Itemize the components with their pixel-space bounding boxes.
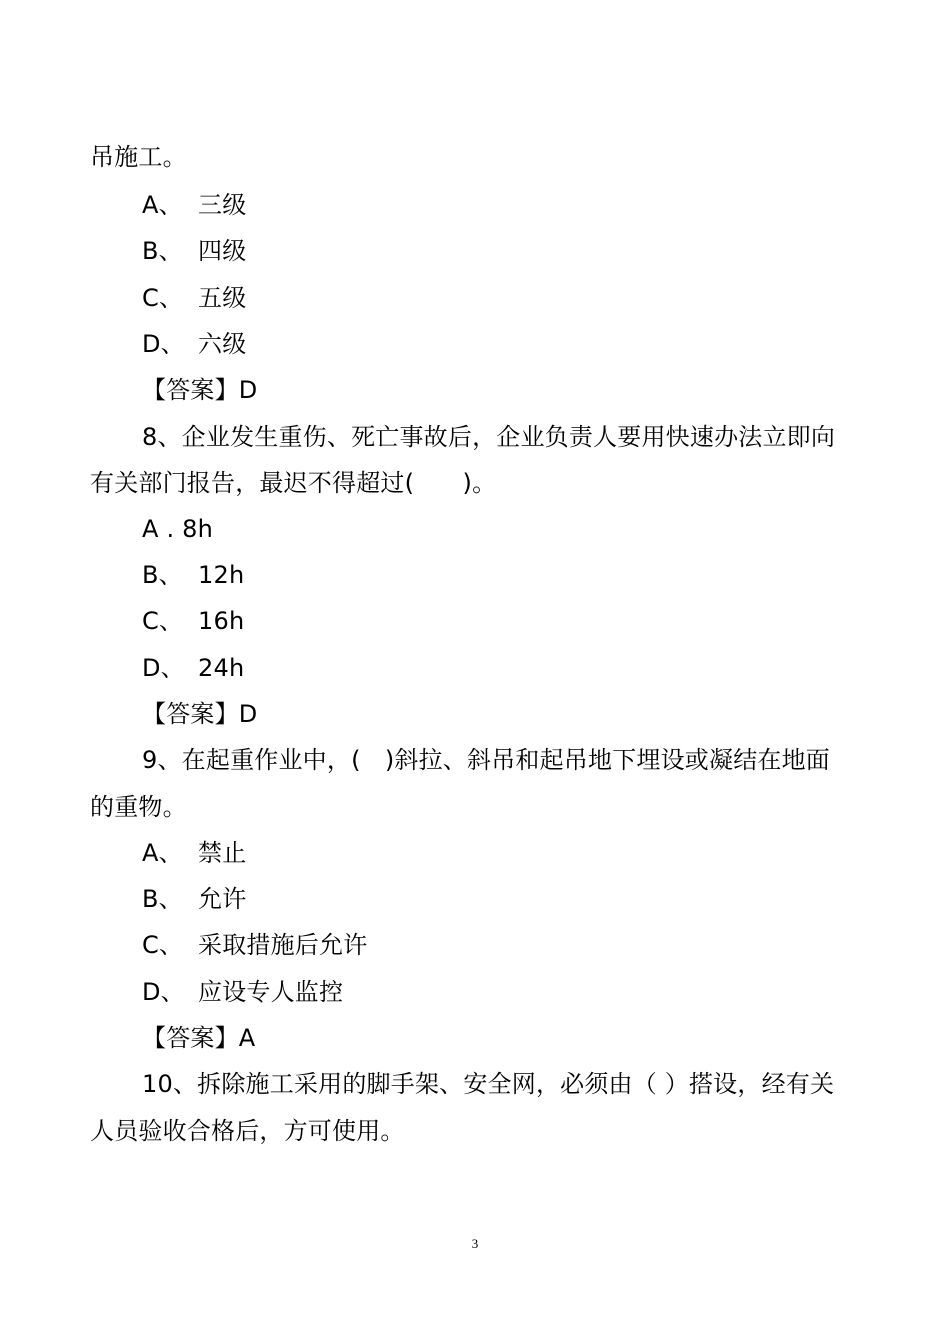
q9-stem-line-1: 9、在起重作业中，( )斜拉、斜吊和起吊地下埋设或凝结在地面 [142,746,830,774]
q7-option-b [142,236,246,266]
q8-option-b [142,560,244,590]
option-text: 16h [198,607,245,635]
q9-stem-line-2: 的重物。 [90,793,187,821]
option-text: 四级 [198,237,247,265]
option-text: 允许 [198,885,247,913]
option-label: B、 [142,237,183,265]
page-number: 3 [471,1236,479,1251]
q7-answer: 【答案】D [142,376,258,404]
option-text: 三级 [198,191,247,219]
option-label: A、 [142,839,183,867]
option-label: B、 [142,561,183,589]
option-label: B、 [142,885,183,913]
q10-stem-line-1: 10、拆除施工采用的脚手架、安全网，必须由（ ）搭设，经有关 [142,1070,835,1098]
option-label: D、 [142,330,185,358]
q10-stem-line-2: 人员验收合格后，方可使用。 [90,1117,405,1145]
q9-answer: 【答案】A [142,1024,256,1052]
q7-option-d [142,329,246,359]
q8-option-a: A . 8h [142,515,213,543]
option-label: C、 [142,931,184,959]
q8-stem-line-2: 有关部门报告，最迟不得超过( )。 [90,469,497,497]
option-text: 采取措施后允许 [198,931,368,959]
q9-option-a [142,838,246,868]
q8-option-c [142,606,244,636]
option-label: D、 [142,654,185,682]
q9-option-b [142,884,246,914]
option-text: 五级 [198,284,247,312]
q7-option-c [142,283,246,313]
q7-option-a [142,190,246,220]
option-label: C、 [142,607,184,635]
option-text: 24h [198,654,245,682]
option-label: A、 [142,191,183,219]
option-label: D、 [142,978,185,1006]
q9-option-c [142,930,367,960]
option-label: C、 [142,284,184,312]
q8-answer: 【答案】D [142,700,258,728]
option-text: 禁止 [198,839,247,867]
q8-stem-line-1: 8、企业发生重伤、死亡事故后，企业负责人要用快速办法立即向 [142,423,836,451]
q7-stem-tail: 吊施工。 [90,143,187,171]
q9-option-d [142,977,343,1007]
option-text: 应设专人监控 [198,978,344,1006]
q8-option-d [142,653,244,683]
option-text: 六级 [198,330,247,358]
option-text: 12h [198,561,245,589]
